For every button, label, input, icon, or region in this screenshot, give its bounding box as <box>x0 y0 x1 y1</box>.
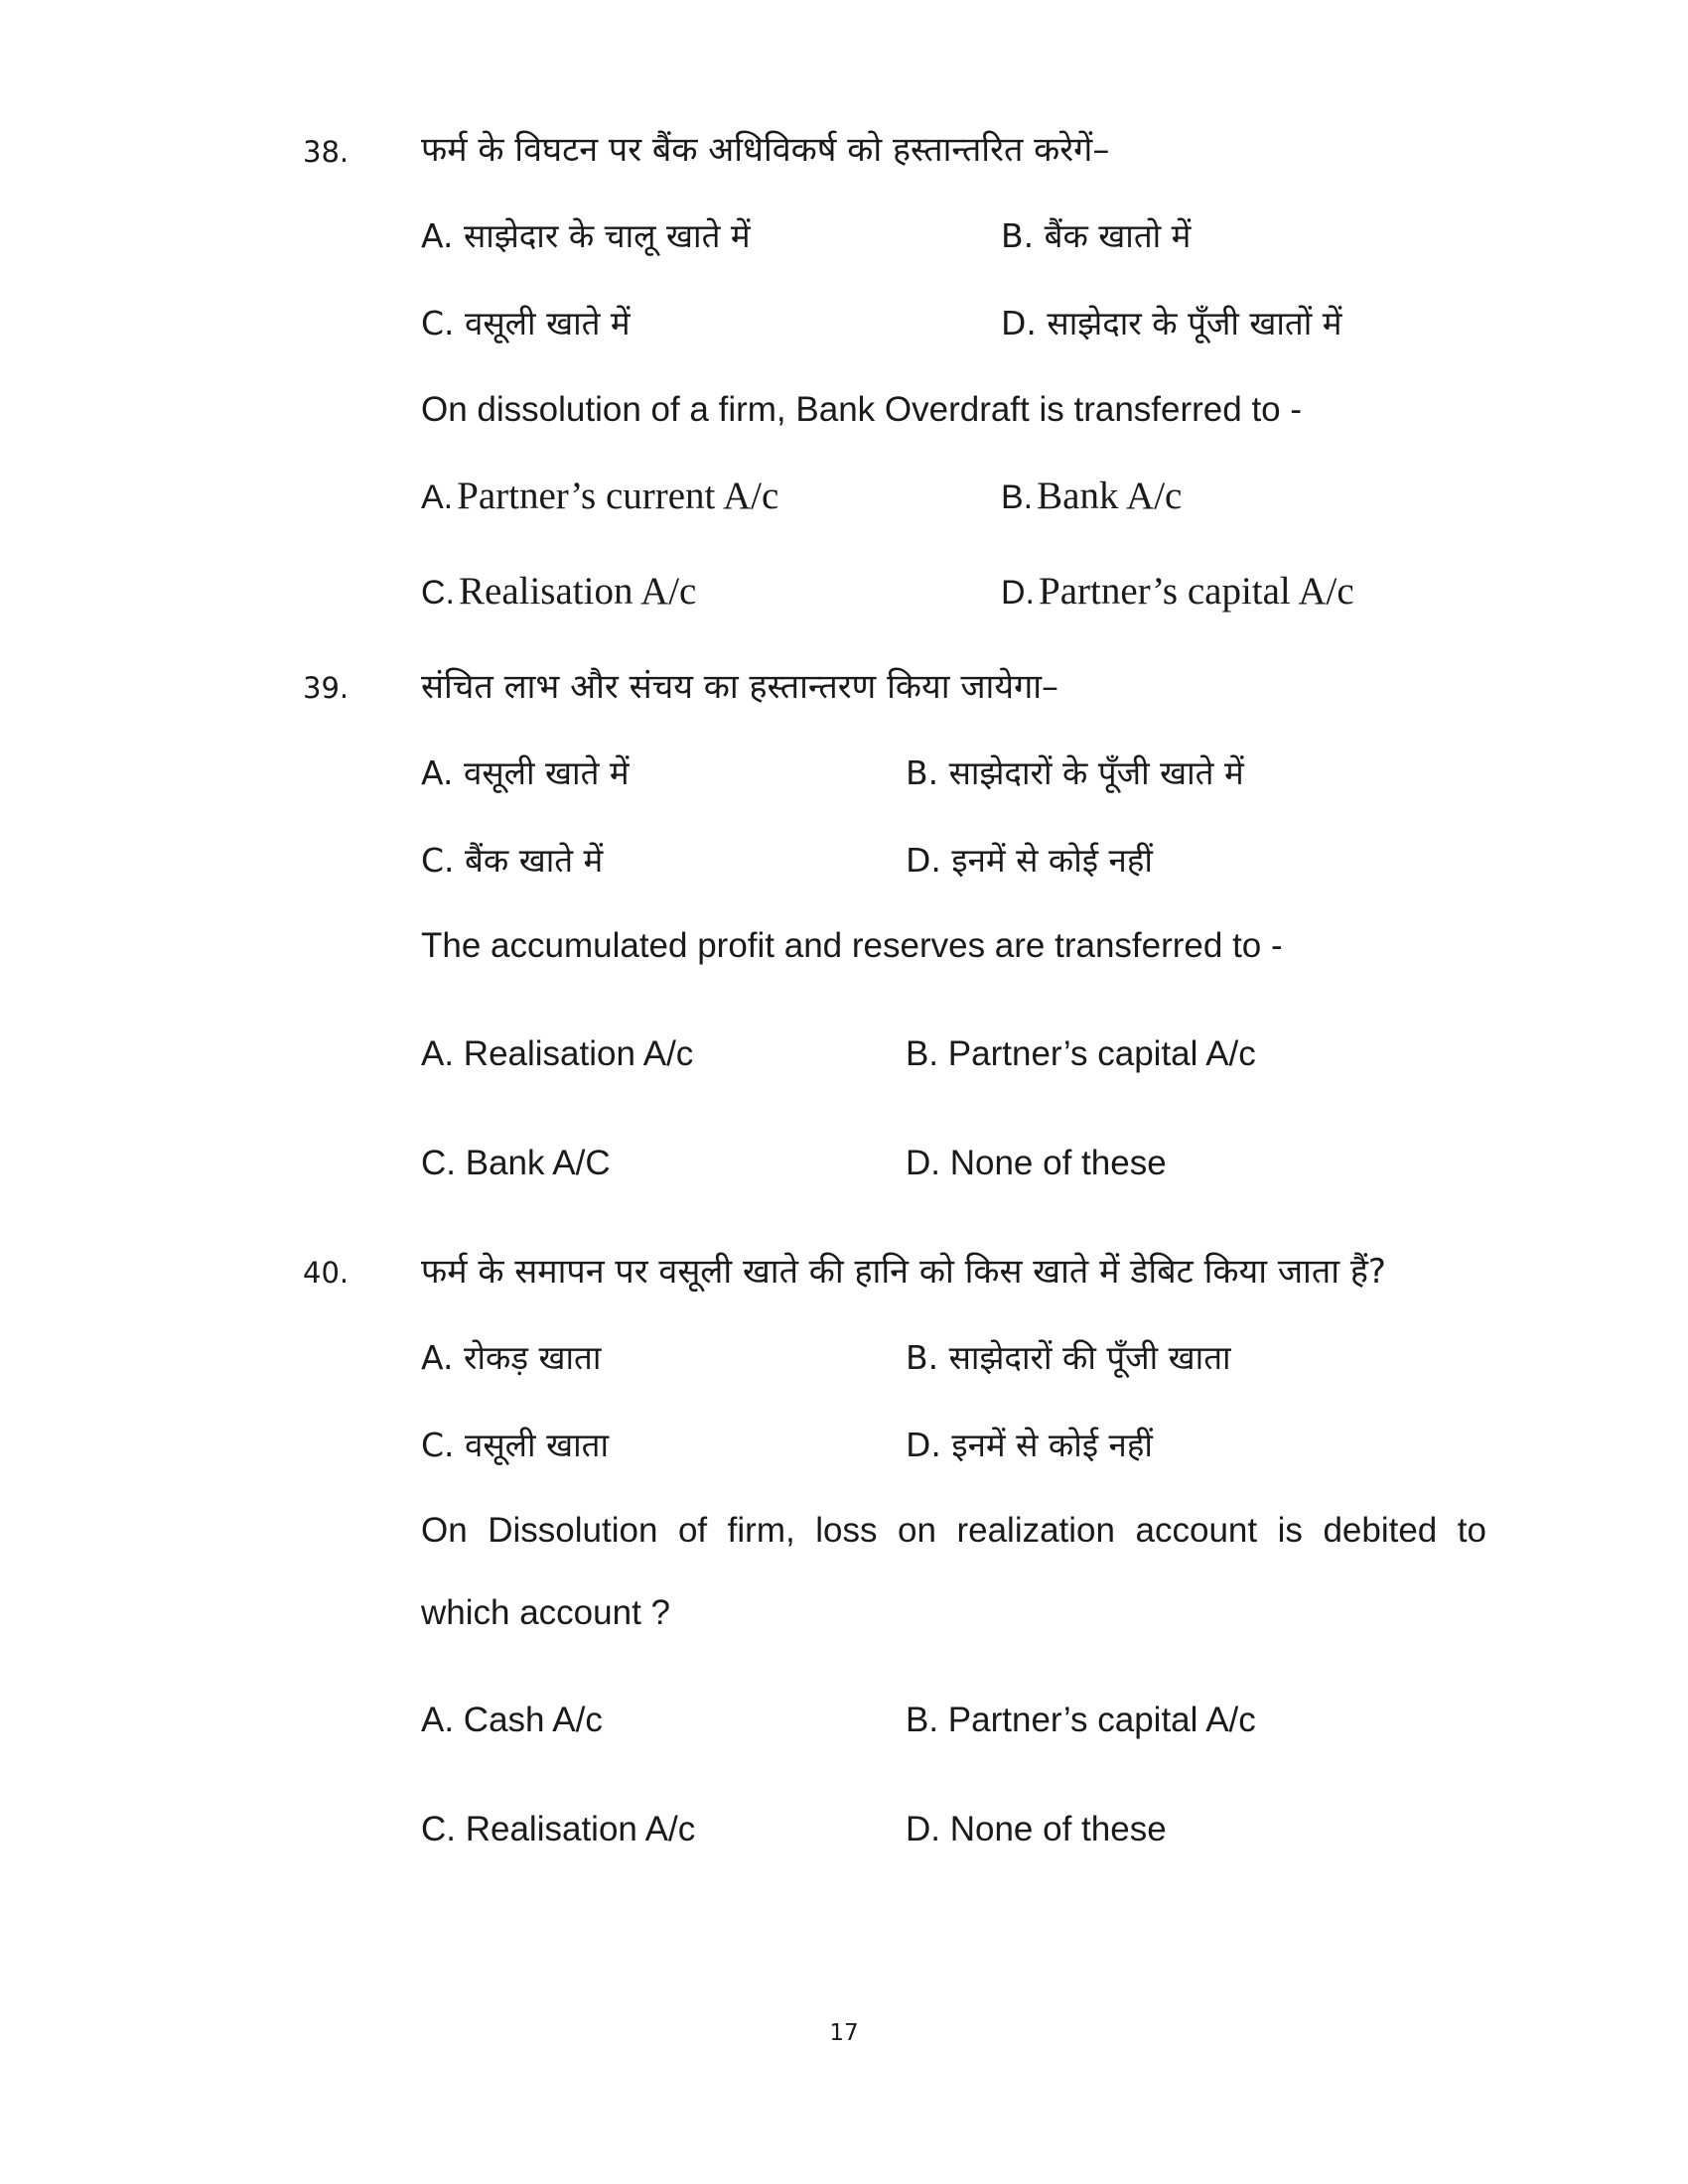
hindi-question-text: फर्म के विघटन पर बैंक अधिविकर्ष को हस्तान्तरित करेगें– <box>421 130 1110 170</box>
hindi-option-a: A. वसूली खाते में <box>421 753 630 792</box>
hindi-option-d: D. इनमें से कोई नहीं <box>906 1426 1153 1464</box>
question-number: 40. <box>303 1256 350 1290</box>
english-option-c: C. Realisation A/c <box>421 1810 696 1848</box>
option-text: Partner’s current A/c <box>457 475 779 517</box>
option-text: Realisation A/c <box>459 570 697 613</box>
hindi-option-d: D. साझेदार के पूँजी खातों में <box>1001 304 1342 342</box>
page-number: 17 <box>829 2020 859 2046</box>
hindi-question-text: फर्म के समापन पर वसूली खाते की हानि को किस खाते में डेबिट किया जाता हैं? <box>421 1252 1386 1292</box>
hindi-option-c: C. वसूली खाता <box>421 1426 609 1464</box>
option-text: Partner’s capital A/c <box>1039 570 1354 613</box>
english-option-d: D. None of these <box>906 1144 1167 1182</box>
english-option-a: A. Cash A/c <box>421 1701 603 1739</box>
question-number: 39. <box>303 671 350 705</box>
hindi-option-c: C. बैंक खाते में <box>421 841 604 880</box>
hindi-option-b: B. साझेदारों की पूँजी खाता <box>906 1338 1231 1377</box>
hindi-option-a: A. रोकड़ खाता <box>421 1338 602 1377</box>
hindi-option-b: B. साझेदारों के पूँजी खाते में <box>906 753 1244 792</box>
english-option-b: B. Partner’s capital A/c <box>906 1034 1256 1073</box>
english-option-b: B. Partner’s capital A/c <box>906 1701 1256 1739</box>
english-option-c <box>421 569 696 614</box>
option-letter: C. <box>421 574 455 612</box>
hindi-question-text: संचित लाभ और संचय का हस्तान्तरण किया जायेगा– <box>421 667 1059 707</box>
english-option-a: A. Realisation A/c <box>421 1034 694 1073</box>
english-option-b <box>1001 474 1182 518</box>
option-letter: D. <box>1001 574 1035 612</box>
english-question-text: On dissolution of a firm, Bank Overdraft is transferred to - <box>421 390 1303 429</box>
question-number: 38. <box>303 135 350 169</box>
english-option-d: D. None of these <box>906 1810 1167 1848</box>
option-letter: B. <box>1001 478 1034 516</box>
hindi-option-a: A. साझेदार के चालू खाते में <box>421 216 751 255</box>
english-option-d <box>1001 569 1354 614</box>
english-question-text-line-2: which account ? <box>421 1593 670 1632</box>
option-letter: A. <box>421 478 454 516</box>
english-question-text-line-1: On Dissolution of firm, loss on realization account is debited to <box>421 1511 1486 1550</box>
option-text: Bank A/c <box>1037 475 1183 517</box>
hindi-option-b: B. बैंक खातो में <box>1001 216 1192 255</box>
english-option-c: C. Bank A/C <box>421 1144 611 1182</box>
hindi-option-c: C. वसूली खाते में <box>421 304 631 342</box>
hindi-option-d: D. इनमें से कोई नहीं <box>906 841 1153 880</box>
english-question-text: The accumulated profit and reserves are transferred to - <box>421 926 1283 965</box>
english-option-a <box>421 474 778 518</box>
